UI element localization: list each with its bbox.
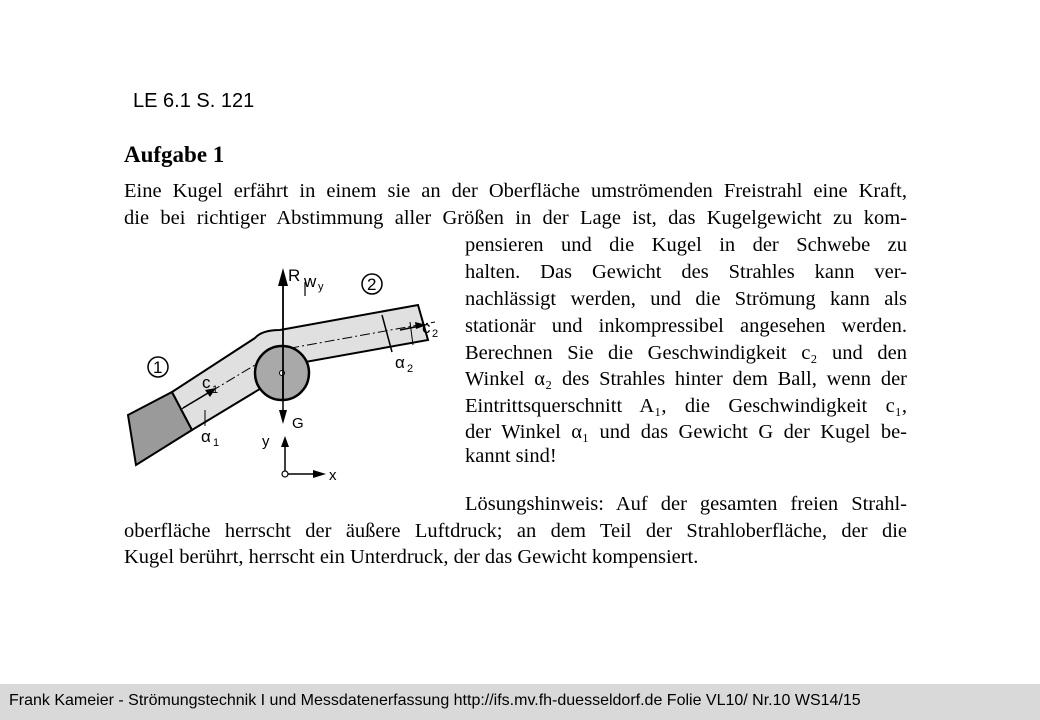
hint-first-line: Lösungshinweis: Auf der gesamten freien Strahl-	[465, 493, 907, 515]
c2-label: c	[422, 318, 431, 337]
text-line: Berechnen Sie die Geschwindigkeit c₂ und den	[465, 342, 907, 364]
text-line: Eintrittsquerschnitt A₁, die Geschwindigkeit c₁,	[465, 395, 907, 417]
alpha2-label: α	[395, 353, 405, 372]
origin-marker	[282, 471, 288, 477]
alpha1-subscript: 1	[213, 437, 220, 449]
hint-line: Kugel berührt, herrscht ein Unterdruck, der das Gewicht kompensiert.	[124, 546, 699, 568]
footer-bar	[0, 684, 1040, 720]
c1-subscript: 1	[212, 384, 219, 396]
c2-subscript: 2	[432, 328, 439, 340]
text-line: nachlässigt werden, und die Strömung kann als	[465, 288, 907, 310]
alpha2-subscript: 2	[407, 363, 414, 375]
g-label: G	[292, 415, 304, 432]
section-1-label: 1	[153, 358, 163, 377]
x-axis-arrow-head	[313, 470, 326, 478]
section-2-label: 2	[367, 275, 377, 294]
y-axis-label: y	[262, 433, 270, 450]
text-line: halten. Das Gewicht des Strahles kann ver-	[465, 261, 907, 283]
text-line: der Winkel α₁ und das Gewicht G der Kugel be-	[465, 421, 907, 443]
jet-ball-figure	[120, 258, 450, 490]
wy-subscript: y	[318, 281, 324, 293]
hint-line: oberfläche herrscht der äußere Luftdruck; an dem Teil der Strahloberfläche, der die	[124, 520, 907, 542]
r-arrow-head	[278, 268, 288, 286]
y-axis-arrow-head	[281, 436, 289, 447]
r-label: R	[288, 266, 301, 285]
alpha1-label: α	[201, 427, 211, 446]
x-axis-label: x	[329, 467, 337, 484]
task-title: Aufgabe 1	[124, 142, 225, 167]
text-line: die bei richtiger Abstimmung aller Größen in der Lage ist, das Kugelgewicht zu kom-	[124, 207, 907, 229]
wy-label: w	[304, 272, 317, 291]
c1-label: c	[202, 373, 211, 392]
text-line: Winkel α₂ des Strahles hinter dem Ball, wenn der	[465, 368, 907, 390]
text-line: kannt sind!	[465, 445, 557, 467]
text-line: stationär und inkompressibel angesehen werden.	[465, 315, 907, 337]
slide-reference: LE 6.1 S. 121	[133, 90, 255, 112]
text-line: pensieren und die Kugel in der Schwebe zu	[465, 234, 907, 256]
footer-text: Frank Kameier - Strömungstechnik I und Messdatenerfassung http://ifs.mv.fh-duesseldorf.de Folie VL10/ Nr.10 WS14/15	[9, 692, 861, 709]
g-arrow-head	[279, 410, 287, 424]
text-line: Eine Kugel erfährt in einem sie an der Oberfläche umströmenden Freistrahl eine Kraft,	[124, 180, 907, 202]
